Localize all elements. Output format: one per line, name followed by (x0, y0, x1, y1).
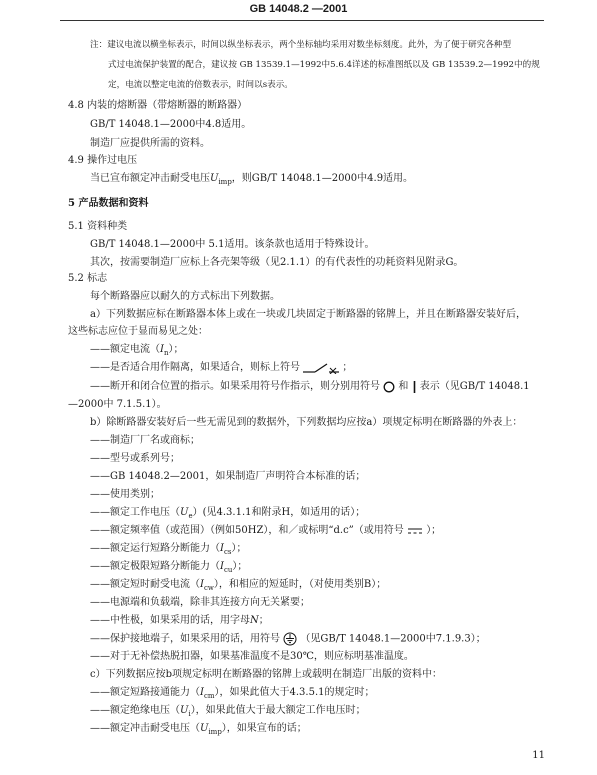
page-number: 11 (532, 750, 545, 761)
ultimate-breaking-item: ——额定极限短路分断能力$(I_{cu})$； (90, 561, 248, 574)
short-time-withstand-item: ——额定短时耐受电流$(I_{cw})$，和相应的短延时，（对使用类别B）； (90, 579, 387, 592)
reference-temperature-item: ——对于无补偿热脱扣器，如果基准温度不是30℃，则应标明基准温度。 (90, 651, 414, 662)
category-item: ——使用类别； (90, 489, 160, 500)
terminals-item: ——电源端和负载端，除非其连接方向无关紧要； (90, 597, 310, 608)
position-indication-item: ——断开和闭合位置的指示。如果采用符号作指示，则分别用符号 和 表示（见GB/T 14048.1 (90, 381, 530, 392)
insulation-voltage-item: ——额定绝缘电压$(U_i)$，如果此值大于最大额定工作电压时； (90, 705, 366, 718)
item-b-intro: b）除断路器安装好后一些无需见到的数据外，下列数据均应按a）项规定标明在断路器的外表上： (90, 417, 523, 428)
isolator-symbol-icon (303, 362, 339, 374)
dc-symbol-icon (407, 527, 423, 535)
making-capacity-item: ——额定短路接通能力$(I_{cm})$，如果此值大于4.3.5.1的规定时； (90, 687, 375, 700)
section-5-title: 5 产品数据和资料 (68, 198, 149, 209)
neutral-pole-item: ——中性极，如果采用的话，用字母N； (90, 615, 269, 626)
section-4-9-p1: 当已宣布额定冲击耐受电压$U_{imp}$，则GB/T 14048.1—2000中4.9适用。 (90, 173, 414, 186)
open-circle-icon (383, 381, 395, 393)
item-c-intro: c）下列数据应按b项规定标明在断路器的铭牌上或载明在制造厂出版的资料中： (90, 669, 443, 680)
note-line-3: 定，电流以整定电流的倍数表示，时间以s表示。 (108, 80, 293, 90)
header-rule (60, 20, 544, 21)
protective-earth-item: ——保护接地端子，如果采用的话，用符号 （见GB/T 14048.1—2000中7.1.9.3）； (90, 633, 486, 645)
item-a-line-2: 这些标志应位于显而易见之处： (68, 326, 208, 337)
section-5-2-title: 5.2 标志 (68, 273, 108, 284)
rated-voltage-item: ——额定工作电压$(U_e)$(见4.3.1.1和附录H，如适用的话）； (90, 507, 366, 520)
rated-current-item: ——额定电流$(I_n)$； (90, 344, 184, 357)
section-4-8-p1: GB/T 14048.1—2000中4.8适用。 (90, 119, 252, 130)
isolation-item: ——是否适合用作隔离，如果适合，则标上符号 ； (90, 362, 353, 373)
note-line-2: 式过电流保护装置的配合，建议按 GB 13539.1—1992中5.6.4详述的标准图纸以及 GB 13539.2—1992中的规 (108, 60, 540, 70)
position-indication-item-cont: —2000中 7.1.5.1）。 (68, 399, 167, 410)
note-line-1: 注：建议电流以横坐标表示，时间以纵坐标表示，两个坐标轴均采用对数坐标刻度。此外，为了便于研究各种型 (90, 40, 512, 50)
section-5-2-p1: 每个断路器应以耐久的方式标出下列数据。 (90, 291, 280, 302)
section-5-1-title: 5.1 资料种类 (68, 221, 128, 232)
item-a-line-1: a）下列数据应标在断路器本体上或在一块或几块固定于断路器的铭牌上，并且在断路器安装好后， (90, 309, 526, 320)
manufacturer-item: ——制造厂厂名或商标； (90, 435, 200, 446)
section-5-1-p2: 其次，按需要制造厂应标上各壳架等级（见2.1.1）的有代表性的功耗资料见附录G。 (90, 257, 464, 268)
section-4-9-title: 4.9 操作过电压 (68, 155, 138, 166)
section-4-8-p2: 制造厂应提供所需的资料。 (90, 138, 210, 149)
closed-bar-icon (412, 381, 417, 393)
impulse-voltage-item: ——额定冲击耐受电压$(U_{imp})$，如果宣布的话； (90, 723, 307, 736)
service-breaking-item: ——额定运行短路分断能力$(I_{cs})$； (90, 543, 247, 556)
section-5-1-p1: GB/T 14048.1—2000中 5.1适用。该条款也适用于特殊设计。 (90, 239, 375, 250)
page-header: GB 14048.2 —2001 (249, 3, 348, 15)
model-item: ——型号或系列号； (90, 453, 180, 464)
rated-frequency-item: ——额定频率值（或范围）（例如50HZ），和／或标明“d.c”（或用符号 ）； (90, 525, 442, 536)
standard-item: ——GB 14048.2—2001，如果制造厂声明符合本标准的话； (90, 471, 366, 482)
section-4-8-title: 4.8 内装的熔断器（带熔断器的断路器） (68, 100, 248, 111)
protective-earth-icon (283, 632, 297, 646)
